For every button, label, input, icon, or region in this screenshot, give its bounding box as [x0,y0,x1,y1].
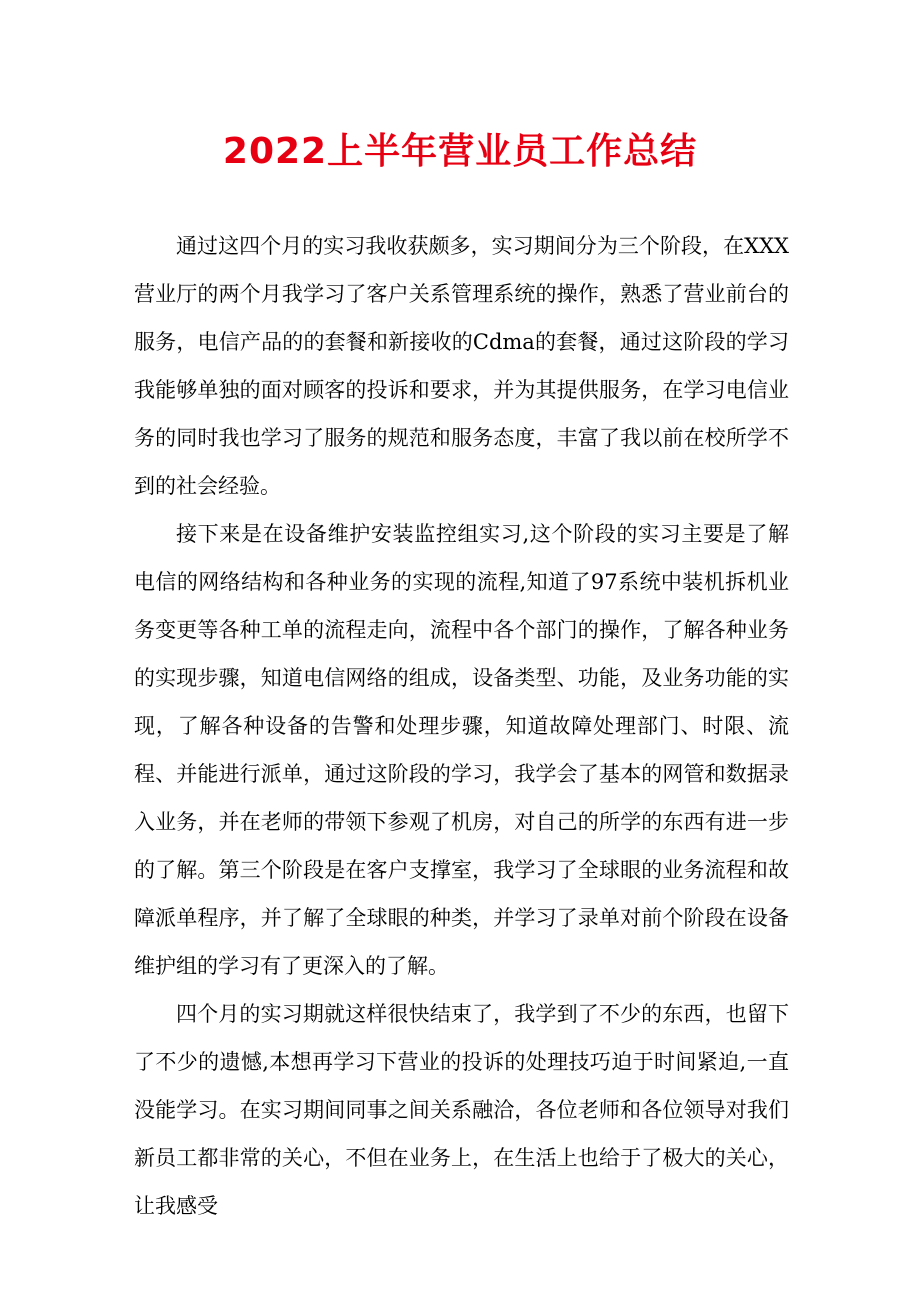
paragraph-1: 通过这四个月的实习我收获颇多，实习期间分为三个阶段，在XXX营业厅的两个月我学习了客户关系管理系统的操作，熟悉了营业前台的服务，电信产品的的套餐和新接收的Cdma的套餐，通过这阶段的学习我能够单独的面对顾客的投诉和要求，并为其提供服务，在学习电信业务的同时我也学习了服务的规范和服务态度，丰富了我以前在校所学不到的社会经验。 [134,234,789,498]
document-title: 2022上半年营业员工作总结 [222,131,698,172]
paragraph-2: 接下来是在设备维护安装监控组实习,这个阶段的实习主要是了解电信的网络结构和各种业务的实现的流程,知道了97系统中装机拆机业务变更等各种工单的流程走向，流程中各个部门的操作，了解各种业务的实现步骤，知道电信网络的组成，设备类型、功能，及业务功能的实现，了解各种设备的告警和处理步骤，知道故障处理部门、时限、流程、并能进行派单，通过这阶段的学习，我学会了基本的网管和数据录入业务，并在老师的带领下参观了机房，对自己的所学的东西有进一步的了解。第三个阶段是在客户支撑室，我学习了全球眼的业务流程和故障派单程序，并了解了全球眼的种类，并学习了录单对前个阶段在设备维护组的学习有了更深入的了解。 [134,522,789,978]
document-body [134,222,789,1230]
paragraph-3: 四个月的实习期就这样很快结束了，我学到了不少的东西，也留下了不少的遗憾,本想再学习下营业的投诉的处理技巧迫于时间紧迫,一直没能学习。在实习期间同事之间关系融洽，各位老师和各位领导对我们新员工都非常的关心，不但在业务上，在生活上也给于了极大的关心，让我感受 [134,1002,789,1218]
